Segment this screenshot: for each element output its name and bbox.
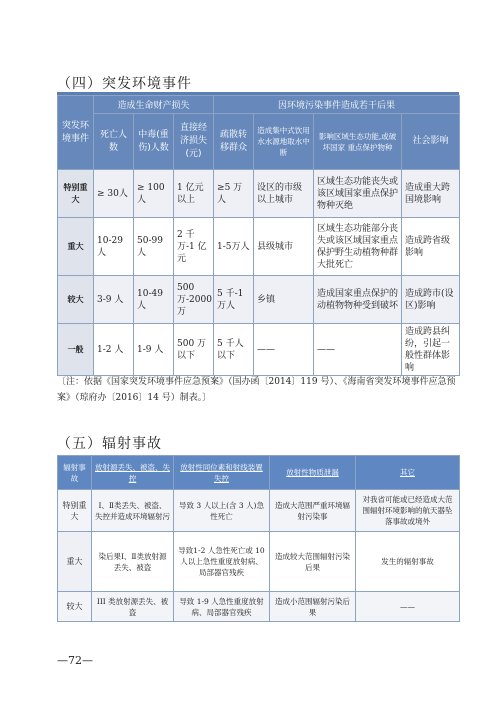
col-header-text: 放射源丢失、被盗、失控 [95, 462, 170, 483]
cell: Ⅰ、Ⅱ类丢失、被盗、失控并造成环境辐射污 [92, 490, 174, 532]
row-level: 较大 [58, 276, 94, 324]
col-header-text: 其它 [400, 468, 415, 477]
page-number: —72— [57, 654, 93, 667]
section4-title: （四）突发环境事件 [57, 76, 192, 92]
cell: 乡镇 [254, 276, 314, 324]
table-row [58, 218, 460, 276]
cell: 1-5万人 [214, 218, 254, 276]
table-row [58, 170, 460, 218]
table-row [58, 490, 460, 532]
cell: 发生的辐射事故 [356, 532, 460, 592]
env-event-table [57, 95, 460, 376]
cell: 造成国家重点保护的动植物物种受到破坏 [314, 276, 402, 324]
col-header-device-control [174, 456, 270, 490]
col-header-text: 放射性物质泄漏 [286, 468, 339, 477]
cell: 1-9 人 [134, 324, 174, 376]
cell: 区域生态功能丧失或该区域国家重点保护物种灭绝 [314, 170, 402, 218]
col-header-injured: 中毒(重伤)人数 [134, 114, 174, 170]
col-header-text: 放射性同位素和射线装置失控 [180, 462, 263, 483]
cell: 10-49人 [134, 276, 174, 324]
cell: 染后果Ⅰ、Ⅱ类放射源丢失、被盗 [92, 532, 174, 592]
cell: 县级城市 [254, 218, 314, 276]
col-header-source-lost [92, 456, 174, 490]
cell: 造成跨市(设区)影响 [402, 276, 460, 324]
table-row [58, 276, 460, 324]
cell: 导致1-2 人急性死亡或 10 人以上急性重度放射病、局部器官残疾 [174, 532, 270, 592]
row-level: 一般 [58, 324, 94, 376]
cell: 10-29人 [94, 218, 134, 276]
cell: 2 千万-1 亿元 [174, 218, 214, 276]
row-level: 较大 [58, 592, 92, 622]
cell: 造成跨县纠纷，引起一般性群体影响 [402, 324, 460, 376]
section5-title: （五）辐射事故 [57, 436, 162, 452]
cell: 造成跨省级影响 [402, 218, 460, 276]
cell: 500 万-2000万 [174, 276, 214, 324]
row-level: 特别重大 [58, 170, 94, 218]
radiation-accident-table [57, 455, 460, 622]
table-row [58, 324, 460, 376]
cell: 造成小范围辐射污染后果 [270, 592, 356, 622]
cell: 500 万以下 [174, 324, 214, 376]
col-header-deaths: 死亡人数 [94, 114, 134, 170]
cell: 造成较大范围辐射污染后果 [270, 532, 356, 592]
col-header-ecology: 影响区域生态功能,或破坏国家 重点保护物种 [314, 114, 402, 170]
col-header-social: 社会影响 [402, 114, 460, 170]
table-note: 〔注：依据《国家突发环境事件应急预案》（国办函〔2014〕119 号）、《海南省突发环境事件应急预案》（琼府办〔2016〕14 号）制表。〕 [57, 377, 456, 403]
cell: ≥5 万人 [214, 170, 254, 218]
cell: 1-2 人 [94, 324, 134, 376]
cell: 导致 1-9 人急性重度放射病、局部器官残疾 [174, 592, 270, 622]
col-header-economic-loss: 直接经济损失(元) [174, 114, 214, 170]
cell: ≥ 30人 [94, 170, 134, 218]
cell: 3-9 人 [94, 276, 134, 324]
cell: 区域生态功能部分丧失或该区域国家重点保护野生动植物种群大批死亡 [314, 218, 402, 276]
corner-header: 突发环境事件 [58, 96, 94, 170]
cell: —— [314, 324, 402, 376]
row-level: 特别重大 [58, 490, 92, 532]
cell: III 类放射源丢失、被盗 [92, 592, 174, 622]
col-header-water-supply: 造成集中式饮用水水源地取水中断 [254, 114, 314, 170]
table-row [58, 592, 460, 622]
group-header-consequence: 因环境污染事件造成若干后果 [214, 96, 460, 114]
row-level: 重大 [58, 532, 92, 592]
row-level: 重大 [58, 218, 94, 276]
cell: ≥ 100人 [134, 170, 174, 218]
col-header-other [356, 456, 460, 490]
cell: 造成大范围严重环境辐射污染事 [270, 490, 356, 532]
cell: 50-99人 [134, 218, 174, 276]
cell: 1 亿元以上 [174, 170, 214, 218]
cell: 造成重大跨国境影响 [402, 170, 460, 218]
cell: —— [356, 592, 460, 622]
cell: —— [254, 324, 314, 376]
col-header-level: 辐射事故 [58, 456, 92, 490]
col-header-evacuation: 疏散转移群众 [214, 114, 254, 170]
cell: 对我省可能或已经造成大范围辐射环境影响的航天器坠落事故或境外 [356, 490, 460, 532]
col-header-leak [270, 456, 356, 490]
table-row [58, 532, 460, 592]
cell: 5 千-1 万人 [214, 276, 254, 324]
cell: 设区的市级以上城市 [254, 170, 314, 218]
cell: 导致 3 人以上(含 3 人)急性死亡 [174, 490, 270, 532]
cell: 5 千人以下 [214, 324, 254, 376]
group-header-loss: 造成生命财产损失 [94, 96, 214, 114]
